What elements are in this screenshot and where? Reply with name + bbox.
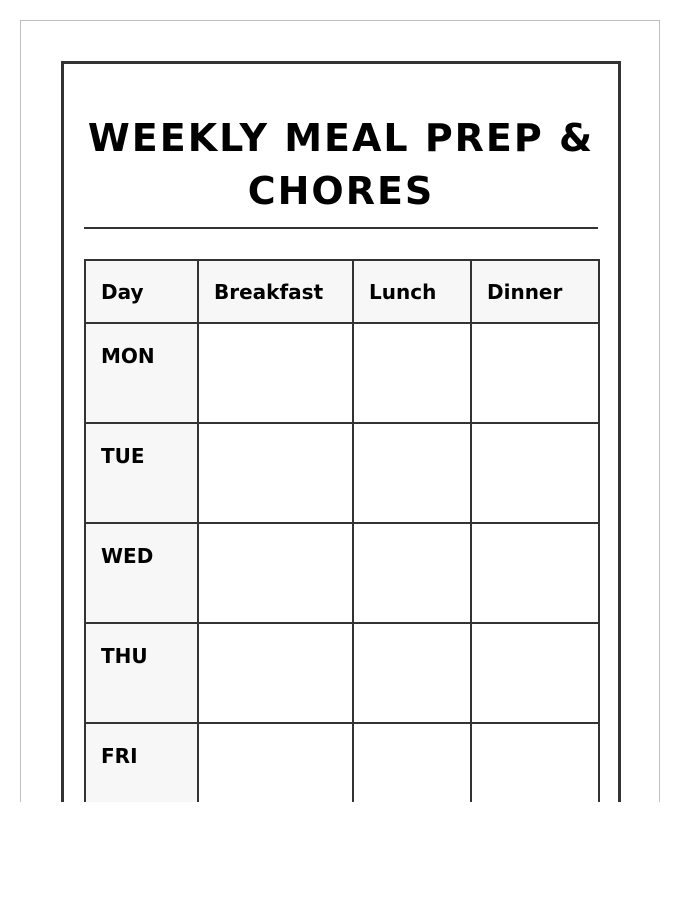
table-row xyxy=(85,323,599,423)
meal-plan-table xyxy=(84,259,600,802)
breakfast-cell[interactable] xyxy=(198,423,353,523)
title-divider xyxy=(84,227,598,229)
table-row xyxy=(85,623,599,723)
day-label: MON xyxy=(85,323,198,423)
lunch-cell[interactable] xyxy=(353,623,471,723)
table-row xyxy=(85,723,599,802)
column-header-breakfast: Breakfast xyxy=(198,260,353,323)
breakfast-cell[interactable] xyxy=(198,723,353,802)
column-header-dinner: Dinner xyxy=(471,260,599,323)
day-label: WED xyxy=(85,523,198,623)
breakfast-cell[interactable] xyxy=(198,523,353,623)
breakfast-cell[interactable] xyxy=(198,623,353,723)
table-row xyxy=(85,523,599,623)
table-row xyxy=(85,423,599,523)
dinner-cell[interactable] xyxy=(471,723,599,802)
lunch-cell[interactable] xyxy=(353,723,471,802)
table-header-row xyxy=(85,260,599,323)
day-label: TUE xyxy=(85,423,198,523)
column-header-day: Day xyxy=(85,260,198,323)
dinner-cell[interactable] xyxy=(471,323,599,423)
column-header-lunch: Lunch xyxy=(353,260,471,323)
lunch-cell[interactable] xyxy=(353,523,471,623)
dinner-cell[interactable] xyxy=(471,423,599,523)
dinner-cell[interactable] xyxy=(471,523,599,623)
lunch-cell[interactable] xyxy=(353,323,471,423)
lunch-cell[interactable] xyxy=(353,423,471,523)
breakfast-cell[interactable] xyxy=(198,323,353,423)
page-title: WEEKLY MEAL PREP & CHORES xyxy=(87,116,595,213)
day-label: FRI xyxy=(85,723,198,802)
day-label: THU xyxy=(85,623,198,723)
dinner-cell[interactable] xyxy=(471,623,599,723)
